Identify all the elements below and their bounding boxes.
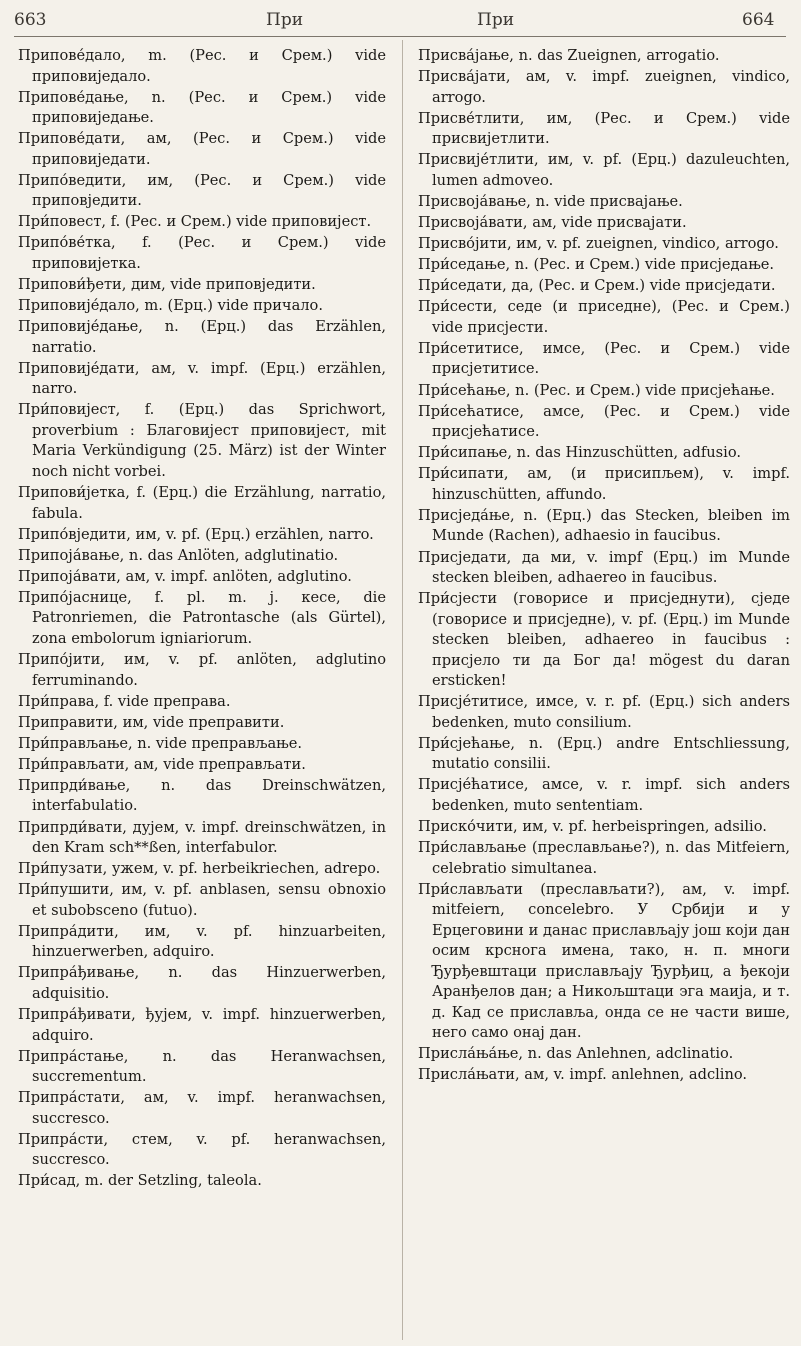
dictionary-entry: Присвије́тлити, им, v. pf. (Ерц.) dazuleuchten, lumen admoveo. xyxy=(418,151,790,189)
dictionary-entry: Присје́ћатисе, амсе, v. r. impf. sich anders bedenken, muto sententiam. xyxy=(418,776,790,814)
dictionary-entry: Припра́дити, им, v. pf. hinzuarbeiten, hinzuerwerben, adquiro. xyxy=(18,922,386,961)
dictionary-entry: Приповије́дало, m. (Ерц.) vide причало. xyxy=(18,297,323,315)
dictionary-entry: При́пузати, ужем, v. pf. herbeikriechen, adrepo. xyxy=(18,860,381,878)
dictionary-entry: При́повест, f. (Рес. и Срем.) vide приповијест. xyxy=(18,213,372,231)
dictionary-entry: При́права, f. vide преправа. xyxy=(18,692,231,710)
dictionary-entry: Присла́ња́ње, n. das Anlehnen, adclinatio. xyxy=(418,1045,734,1063)
dictionary-entry: Припове́дало, m. (Рес. и Срем.) vide приповиједало. xyxy=(18,47,386,85)
dictionary-entry: Припове́дати, ам, (Рес. и Срем.) vide приповиједати. xyxy=(18,130,386,168)
dictionary-entry: Припове́дање, n. (Рес. и Срем.) vide приповиједање. xyxy=(18,88,386,127)
dictionary-entry: Припови́ђети, дим, vide приповједити. xyxy=(18,276,316,294)
dictionary-entry: При́повијест, f. (Ерц.) das Sprichwort, proverbium : Благовијест приповијест, mit Maria Verkündigung (25. März) ist der Winter noch nicht vorbei. xyxy=(18,401,386,480)
dictionary-entry: При́сести, седе (и приседне), (Рес. и Срем.) vide присјести. xyxy=(418,298,790,336)
dictionary-entry: Присва́јање, n. das Zueignen, arrogatio. xyxy=(418,47,720,64)
dictionary-entry: При́слављање (преслављање?), n. das Mitfeiern, celebratio simultanea. xyxy=(418,839,790,877)
dictionary-entry: При́сјећање, n. (Ерц.) andre Entschliessung, mutatio consilii. xyxy=(418,734,790,773)
dictionary-entry: Приповије́дати, ам, v. impf. (Ерц.) erzählen, narro. xyxy=(18,359,386,398)
right-page-number: 664 xyxy=(742,10,775,30)
column-divider xyxy=(402,40,403,1340)
header-rule xyxy=(14,36,786,37)
dictionary-entry: Припоја́вати, ам, v. impf. anlöten, adglutino. xyxy=(18,567,352,585)
dictionary-entry: При́слављати (преслављати?), ам, v. impf. mitfeiern, concelebro. У Србији и у Ерцеговини и данас прислављају још који дан осим крснога имена, тако, н. п. многи Ђурђевштаци прислављају Ђурђиц, а ђекоји Аранђелов дан; а Никољштаци эга маија, и т. д. Кад се приславља, онда се не части више, него само онај дан. xyxy=(418,880,790,1042)
left-page-number: 663 xyxy=(14,10,47,30)
dictionary-entry: Припови́јетка, f. (Ерц.) die Erzählung, narratio, fabula. xyxy=(18,484,386,522)
dictionary-entry: Присједати, да ми, v. impf (Ерц.) im Munde stecken bleiben, adhaereo in faucibus. xyxy=(418,548,790,586)
dictionary-entry: При́сећатисе, амсе, (Рес. и Срем.) vide присјећатисе. xyxy=(418,402,790,441)
dictionary-entry: Припоја́вање, n. das Anlöten, adglutinatio. xyxy=(18,546,339,564)
dictionary-entry: Приско́чити, им, v. pf. herbeispringen, adsilio. xyxy=(418,817,767,835)
dictionary-entry: Припо́јаснице, f. pl. m. j. кесе, die Patronriemen, die Patrontasche (als Gürtel), zona embolorum igniariorum. xyxy=(18,588,386,647)
dictionary-entry: Присвоја́вати, ам, vide присвајати. xyxy=(418,213,687,231)
right-running-head: При xyxy=(477,10,515,30)
left-column xyxy=(18,46,386,1193)
left-running-head: При xyxy=(266,10,304,30)
dictionary-entry: При́пушити, им, v. pf. anblasen, sensu obnoxio et subobsceno (futuo). xyxy=(18,881,386,919)
dictionary-entry: При́седати, да, (Рес. и Срем.) vide присједати. xyxy=(418,277,776,295)
dictionary-entry: Припо́вједити, им, v. pf. (Ерц.) erzählen, narro. xyxy=(18,525,374,543)
dictionary-entry: Припра́стати, ам, v. impf. heranwachsen, succresco. xyxy=(18,1089,386,1127)
dictionary-entry: Припрди́вање, n. das Dreinschwätzen, interfabulatio. xyxy=(18,776,386,815)
right-column xyxy=(418,46,790,1086)
dictionary-entry: При́сипати, ам, (и присипљем), v. impf. hinzuschütten, affundo. xyxy=(418,465,790,503)
dictionary-entry: При́седање, n. (Рес. и Срем.) vide присједање. xyxy=(418,256,775,274)
dictionary-entry: Присједа́ње, n. (Ерц.) das Stecken, bleiben im Munde (Rachen), adhaesio in faucibus. xyxy=(418,506,790,545)
dictionary-entry: При́сад, m. der Setzling, taleola. xyxy=(18,1172,262,1190)
dictionary-entry: Припра́ђивати, ђујем, v. impf. hinzuerwerben, adquiro. xyxy=(18,1006,386,1044)
dictionary-entry: Присвоја́вање, n. vide присвајање. xyxy=(418,192,683,210)
dictionary-entry: Приправити, им, vide преправити. xyxy=(18,713,285,731)
dictionary-entry: Припра́стање, n. das Heranwachsen, succrementum. xyxy=(18,1047,386,1086)
dictionary-entry: Присла́њати, ам, v. impf. anlehnen, adclino. xyxy=(418,1066,748,1084)
dictionary-entry: Припра́ђивање, n. das Hinzuerwerben, adquisitio. xyxy=(18,964,386,1002)
dictionary-entry: Присво́јити, им, v. pf. zueignen, vindico, arrogo. xyxy=(418,235,779,253)
dictionary-entry: Присве́тлити, им, (Рес. и Срем.) vide присвијетлити. xyxy=(418,109,790,148)
dictionary-entry: Припо́јити, им, v. pf. anlöten, adglutino ferruminando. xyxy=(18,651,386,689)
dictionary-entry: При́сјести (говорисе и присједнути), сједе (говорисе и присједне), v. pf. (Ерц.) im Munde stecken bleiben, adhaereo in faucibus : присјело ти да Бог да! mögest du daran ersticken! xyxy=(418,590,790,690)
dictionary-entry: При́сећање, n. (Рес. и Срем.) vide присјећање. xyxy=(418,381,775,399)
dictionary-entry: Приповије́дање, n. (Ерц.) das Erzählen, narratio. xyxy=(18,318,386,356)
dictionary-entry: Припо́ведити, им, (Рес. и Срем.) vide приповједити. xyxy=(18,171,386,210)
dictionary-entry: Припо́ве́тка, f. (Рес. и Срем.) vide приповијетка. xyxy=(18,234,386,272)
dictionary-entry: Присје́титисе, имсе, v. r. pf. (Ерц.) sich anders bedenken, muto consilium. xyxy=(418,693,790,731)
dictionary-entry: Присва́јати, ам, v. impf. zueignen, vindico, arrogo. xyxy=(418,68,790,106)
dictionary-entry: Припра́сти, стем, v. pf. heranwachsen, succresco. xyxy=(18,1130,386,1169)
dictionary-entry: При́сетитисе, имсе, (Рес. и Срем.) vide присјетитисе. xyxy=(418,339,790,378)
dictionary-entry: При́прављање, n. vide преправљање. xyxy=(18,734,302,752)
dictionary-entry: Припрди́вати, дујем, v. impf. dreinschwätzen, in den Kram sch**ßen, interfabulor. xyxy=(18,818,386,857)
dictionary-entry: При́сипање, n. das Hinzuschütten, adfusio. xyxy=(418,444,741,462)
dictionary-entry: При́прављати, ам, vide преправљати. xyxy=(18,755,306,773)
page-header xyxy=(0,0,801,42)
